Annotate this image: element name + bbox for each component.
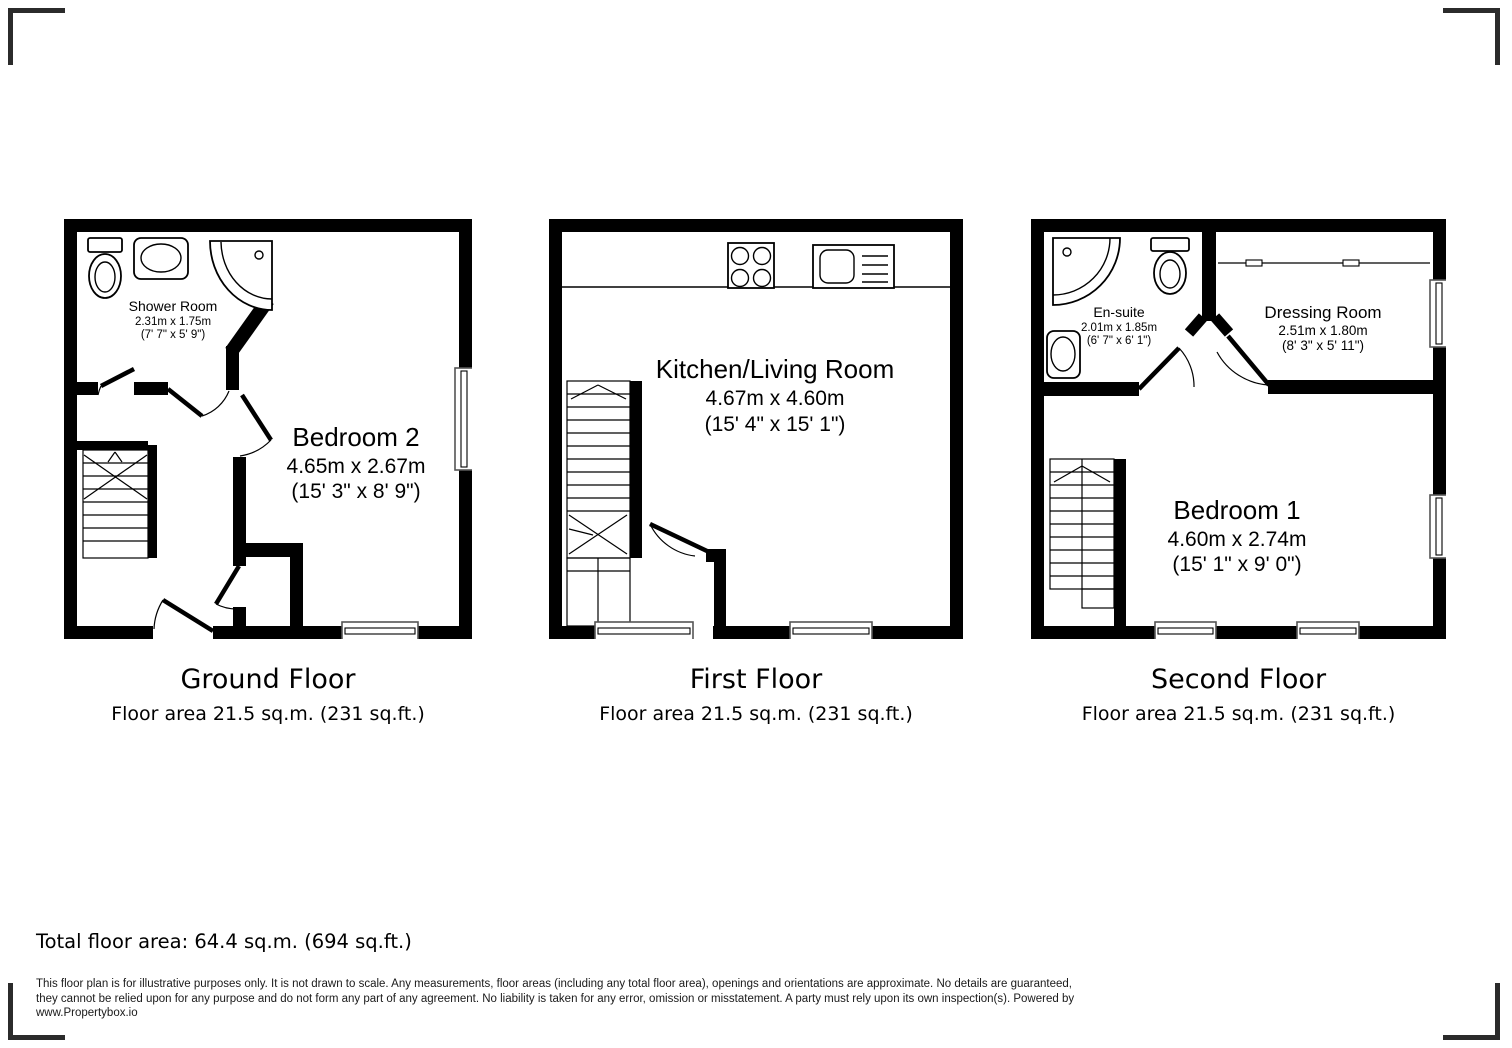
svg-text:(7' 7" x 5' 9"): (7' 7" x 5' 9") — [140, 329, 206, 341]
svg-text:(15' 4" x 15' 1"): (15' 4" x 15' 1") — [704, 413, 846, 436]
first-floor-drawing — [549, 219, 963, 639]
window — [790, 622, 872, 639]
room-label — [129, 298, 218, 341]
corner-shower-icon — [1053, 238, 1120, 305]
kitchen-sink-icon — [813, 245, 894, 288]
svg-text:Bedroom 1: Bedroom 1 — [1173, 495, 1301, 525]
footer — [36, 930, 1076, 1021]
window — [1297, 622, 1359, 639]
sink-icon — [134, 238, 188, 279]
window — [1155, 622, 1216, 639]
svg-text:2.01m x 1.85m: 2.01m x 1.85m — [1080, 322, 1158, 334]
svg-text:En-suite: En-suite — [1093, 304, 1145, 320]
floor-area-label: Floor area 21.5 sq.m. (231 sq.ft.) — [599, 703, 913, 725]
svg-text:Bedroom 2: Bedroom 2 — [292, 422, 420, 452]
room-label — [1264, 303, 1381, 353]
floor-area-label: Floor area 21.5 sq.m. (231 sq.ft.) — [111, 703, 425, 725]
svg-text:4.65m x 2.67m: 4.65m x 2.67m — [286, 455, 426, 478]
svg-text:4.60m x 2.74m: 4.60m x 2.74m — [1167, 528, 1307, 551]
svg-text:2.31m x 1.75m: 2.31m x 1.75m — [134, 316, 212, 328]
svg-text:(15' 3" x 8' 9"): (15' 3" x 8' 9") — [291, 480, 421, 503]
svg-text:(8' 3" x 5' 11"): (8' 3" x 5' 11") — [1281, 338, 1365, 353]
door — [240, 395, 271, 456]
window — [1430, 280, 1446, 347]
door — [1217, 336, 1269, 385]
window — [595, 622, 693, 639]
floor-area-label: Floor area 21.5 sq.m. (231 sq.ft.) — [1081, 703, 1396, 725]
room-label — [1081, 304, 1157, 347]
svg-text:Kitchen/Living Room: Kitchen/Living Room — [655, 354, 895, 384]
ground-floor-drawing — [64, 219, 472, 639]
floor-title: First Floor — [689, 664, 823, 695]
window — [342, 622, 418, 639]
corner-shower-icon — [210, 241, 272, 310]
window — [455, 368, 472, 470]
stairs-icon — [1050, 459, 1126, 626]
floor-plan-ground — [64, 219, 472, 725]
sink-icon — [1047, 331, 1080, 378]
svg-text:Dressing Room: Dressing Room — [1264, 303, 1382, 322]
stairs-icon — [567, 381, 642, 626]
door — [650, 524, 707, 556]
floor-title: Ground Floor — [180, 664, 356, 695]
door — [98, 369, 134, 395]
floor-title: Second Floor — [1150, 664, 1327, 695]
room-label — [287, 422, 426, 503]
wardrobe-rail — [1218, 260, 1430, 266]
door — [216, 566, 239, 609]
second-floor-drawing — [1031, 219, 1446, 639]
svg-text:4.67m x 4.60m: 4.67m x 4.60m — [705, 387, 845, 410]
toilet-icon — [88, 238, 122, 298]
crop-mark-top-right — [1443, 8, 1500, 65]
door — [168, 389, 229, 416]
toilet-icon — [1151, 238, 1189, 294]
room-label — [656, 354, 894, 436]
crop-mark-bottom-right — [1443, 983, 1500, 1040]
door — [1139, 348, 1194, 389]
total-floor-area: Total floor area: 64.4 sq.m. (694 sq.ft.) — [36, 930, 412, 953]
door — [154, 600, 213, 631]
hob-icon — [728, 243, 774, 288]
svg-text:(6' 7" x 6' 1"): (6' 7" x 6' 1") — [1086, 335, 1152, 347]
room-label — [1168, 495, 1307, 576]
window — [1430, 495, 1446, 558]
disclaimer-text: This floor plan is for illustrative purposes only. It is not drawn to scale. Any measurements, floor areas (including any total floor area), openings and orientations are approximate. No details are guaranteed, they cannot be relied upon for any purpose and do not form any part of any agreement. No liability is taken for any error, omission or misstatement. A party must rely upon its own inspection(s). Powered by www.Propertybox.io — [36, 978, 1075, 1020]
crop-mark-top-left — [8, 8, 65, 65]
stairs-icon — [83, 450, 148, 558]
floor-plan-second — [1031, 219, 1446, 725]
svg-text:(15' 1" x 9' 0"): (15' 1" x 9' 0") — [1172, 553, 1302, 576]
svg-text:Shower Room: Shower Room — [128, 298, 218, 314]
floor-plan-first — [549, 219, 963, 725]
svg-text:2.51m x 1.80m: 2.51m x 1.80m — [1278, 323, 1368, 338]
